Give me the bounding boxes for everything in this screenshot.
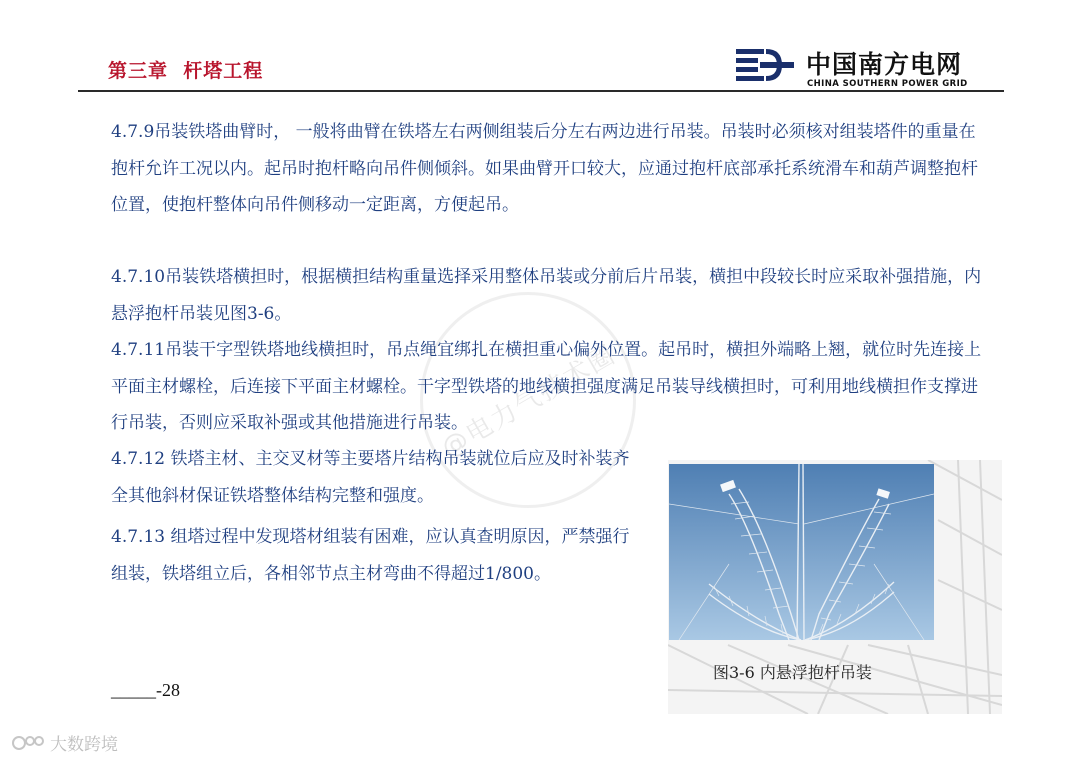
- brand-watermark: [12, 730, 118, 755]
- paragraph-4-7-9: 4.7.9吊装铁塔曲臂时， 一般将曲臂在铁塔左右两侧组装后分左右两边进行吊装。吊装时必须核对组装塔件的重量在抱杆允许工况以内。起吊时抱杆略向吊件侧倾斜。如果曲臂开口较大，应通过抱杆底部承托系统滑车和葫芦调整抱杆位置，使抱杆整体向吊件侧移动一定距离，方便起吊。: [111, 122, 978, 215]
- csg-logo-icon: [736, 45, 794, 87]
- paragraph-4-7-11: 4.7.11吊装干字型铁塔地线横担时，吊点绳宜绑扎在横担重心偏外位置。起吊时，横担外端略上翘，就位时先连接上平面主材螺栓，后连接下平面主材螺栓。干字型铁塔的地线横担强度满足吊装导线横担时，可利用地线横担作支撑进行吊装，否则应采取补强或其他措施进行吊装。: [111, 340, 982, 433]
- paragraph-4-7-12: 4.7.12 铁塔主材、主交叉材等主要塔片结构吊装就位后应及时补装齐全其他斜材保证铁塔整体结构完整和强度。: [111, 449, 630, 506]
- header-divider: [78, 90, 1004, 92]
- page-number: _____-28: [111, 680, 180, 700]
- tower-photo: [669, 464, 934, 640]
- figure-caption: 图3-6 内悬浮抱杆吊装: [713, 663, 872, 682]
- logo-english-name: CHINA SOUTHERN POWER GRID: [807, 79, 968, 89]
- paragraph-4-7-10: 4.7.10吊装铁塔横担时，根据横担结构重量选择采用整体吊装或分前后片吊装，横担中段较长时应采取补强措施，内悬浮抱杆吊装见图3-6。: [111, 267, 982, 324]
- figure-3-6: [668, 460, 1002, 714]
- brand-logo-icon: [12, 734, 46, 752]
- logo-chinese-name: 中国南方电网: [806, 50, 963, 79]
- paragraph-4-7-13: 4.7.13 组塔过程中发现塔材组装有困难，应认真查明原因，严禁强行组装，铁塔组立后，各相邻节点主材弯曲不得超过1/800。: [111, 527, 630, 584]
- brand-watermark-text: 大数跨境: [50, 735, 118, 755]
- chapter-title: 第三章 杆塔工程: [108, 60, 264, 82]
- watermark-text: @电力气技术圈: [436, 339, 622, 464]
- company-logo: [736, 43, 976, 91]
